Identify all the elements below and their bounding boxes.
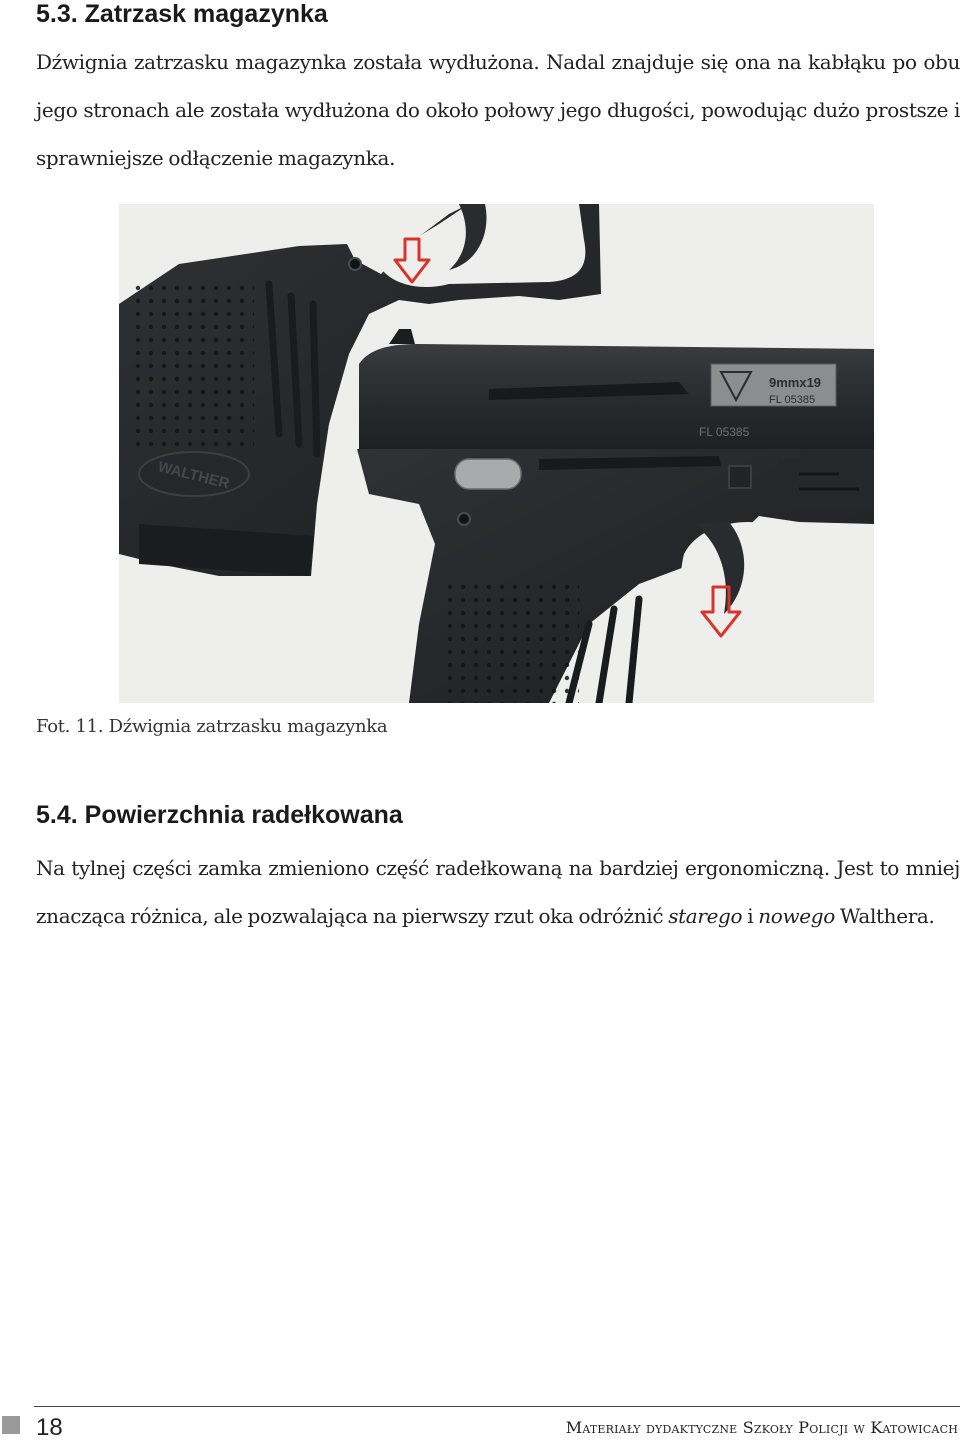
slide-marking-serial: FL 05385 <box>769 394 816 406</box>
italic-word-old: starego <box>668 904 743 928</box>
footer-divider <box>34 1406 960 1407</box>
footer-publication-title: Materiały dydaktyczne Szkoły Policji w Katowicach <box>565 1418 958 1437</box>
figure-caption: Fot. 11. Dźwignia zatrzasku magazynka <box>36 716 388 737</box>
section-title-magazine-catch: 5.3. Zatrzask magazynka <box>36 0 328 28</box>
paragraph-text: Walthera. <box>834 904 935 928</box>
photo-magazine-release <box>119 204 874 703</box>
paragraph-text: Na tylnej części zamka zmieniono część radełkowaną na bardziej ergonomiczną. Jest to mniej znacząca różnica, ale pozwalająca na pierwszy rzut oka odróżnić <box>36 856 960 928</box>
frame-marking-serial: FL 05385 <box>699 425 750 439</box>
grip-logo: WALTHER <box>156 458 232 493</box>
italic-word-new: nowego <box>758 904 835 928</box>
page-number: 18 <box>36 1414 63 1441</box>
paragraph-knurled-surface <box>36 844 960 940</box>
footer-square-marker <box>2 1416 20 1434</box>
section-title-knurled-surface: 5.4. Powierzchnia radełkowana <box>36 801 403 829</box>
paragraph-text: i <box>742 904 759 928</box>
slide-marking-calibre: 9mmx19 <box>769 375 822 390</box>
paragraph-magazine-catch: Dźwignia zatrzasku magazynka została wydłużona. Nadal znajduje się ona na kabłąku po obu jego stronach ale została wydłużona do około połowy jego długości, powodując dużo prostsze i sprawniejsze odłączenie magazynka. <box>36 50 960 170</box>
